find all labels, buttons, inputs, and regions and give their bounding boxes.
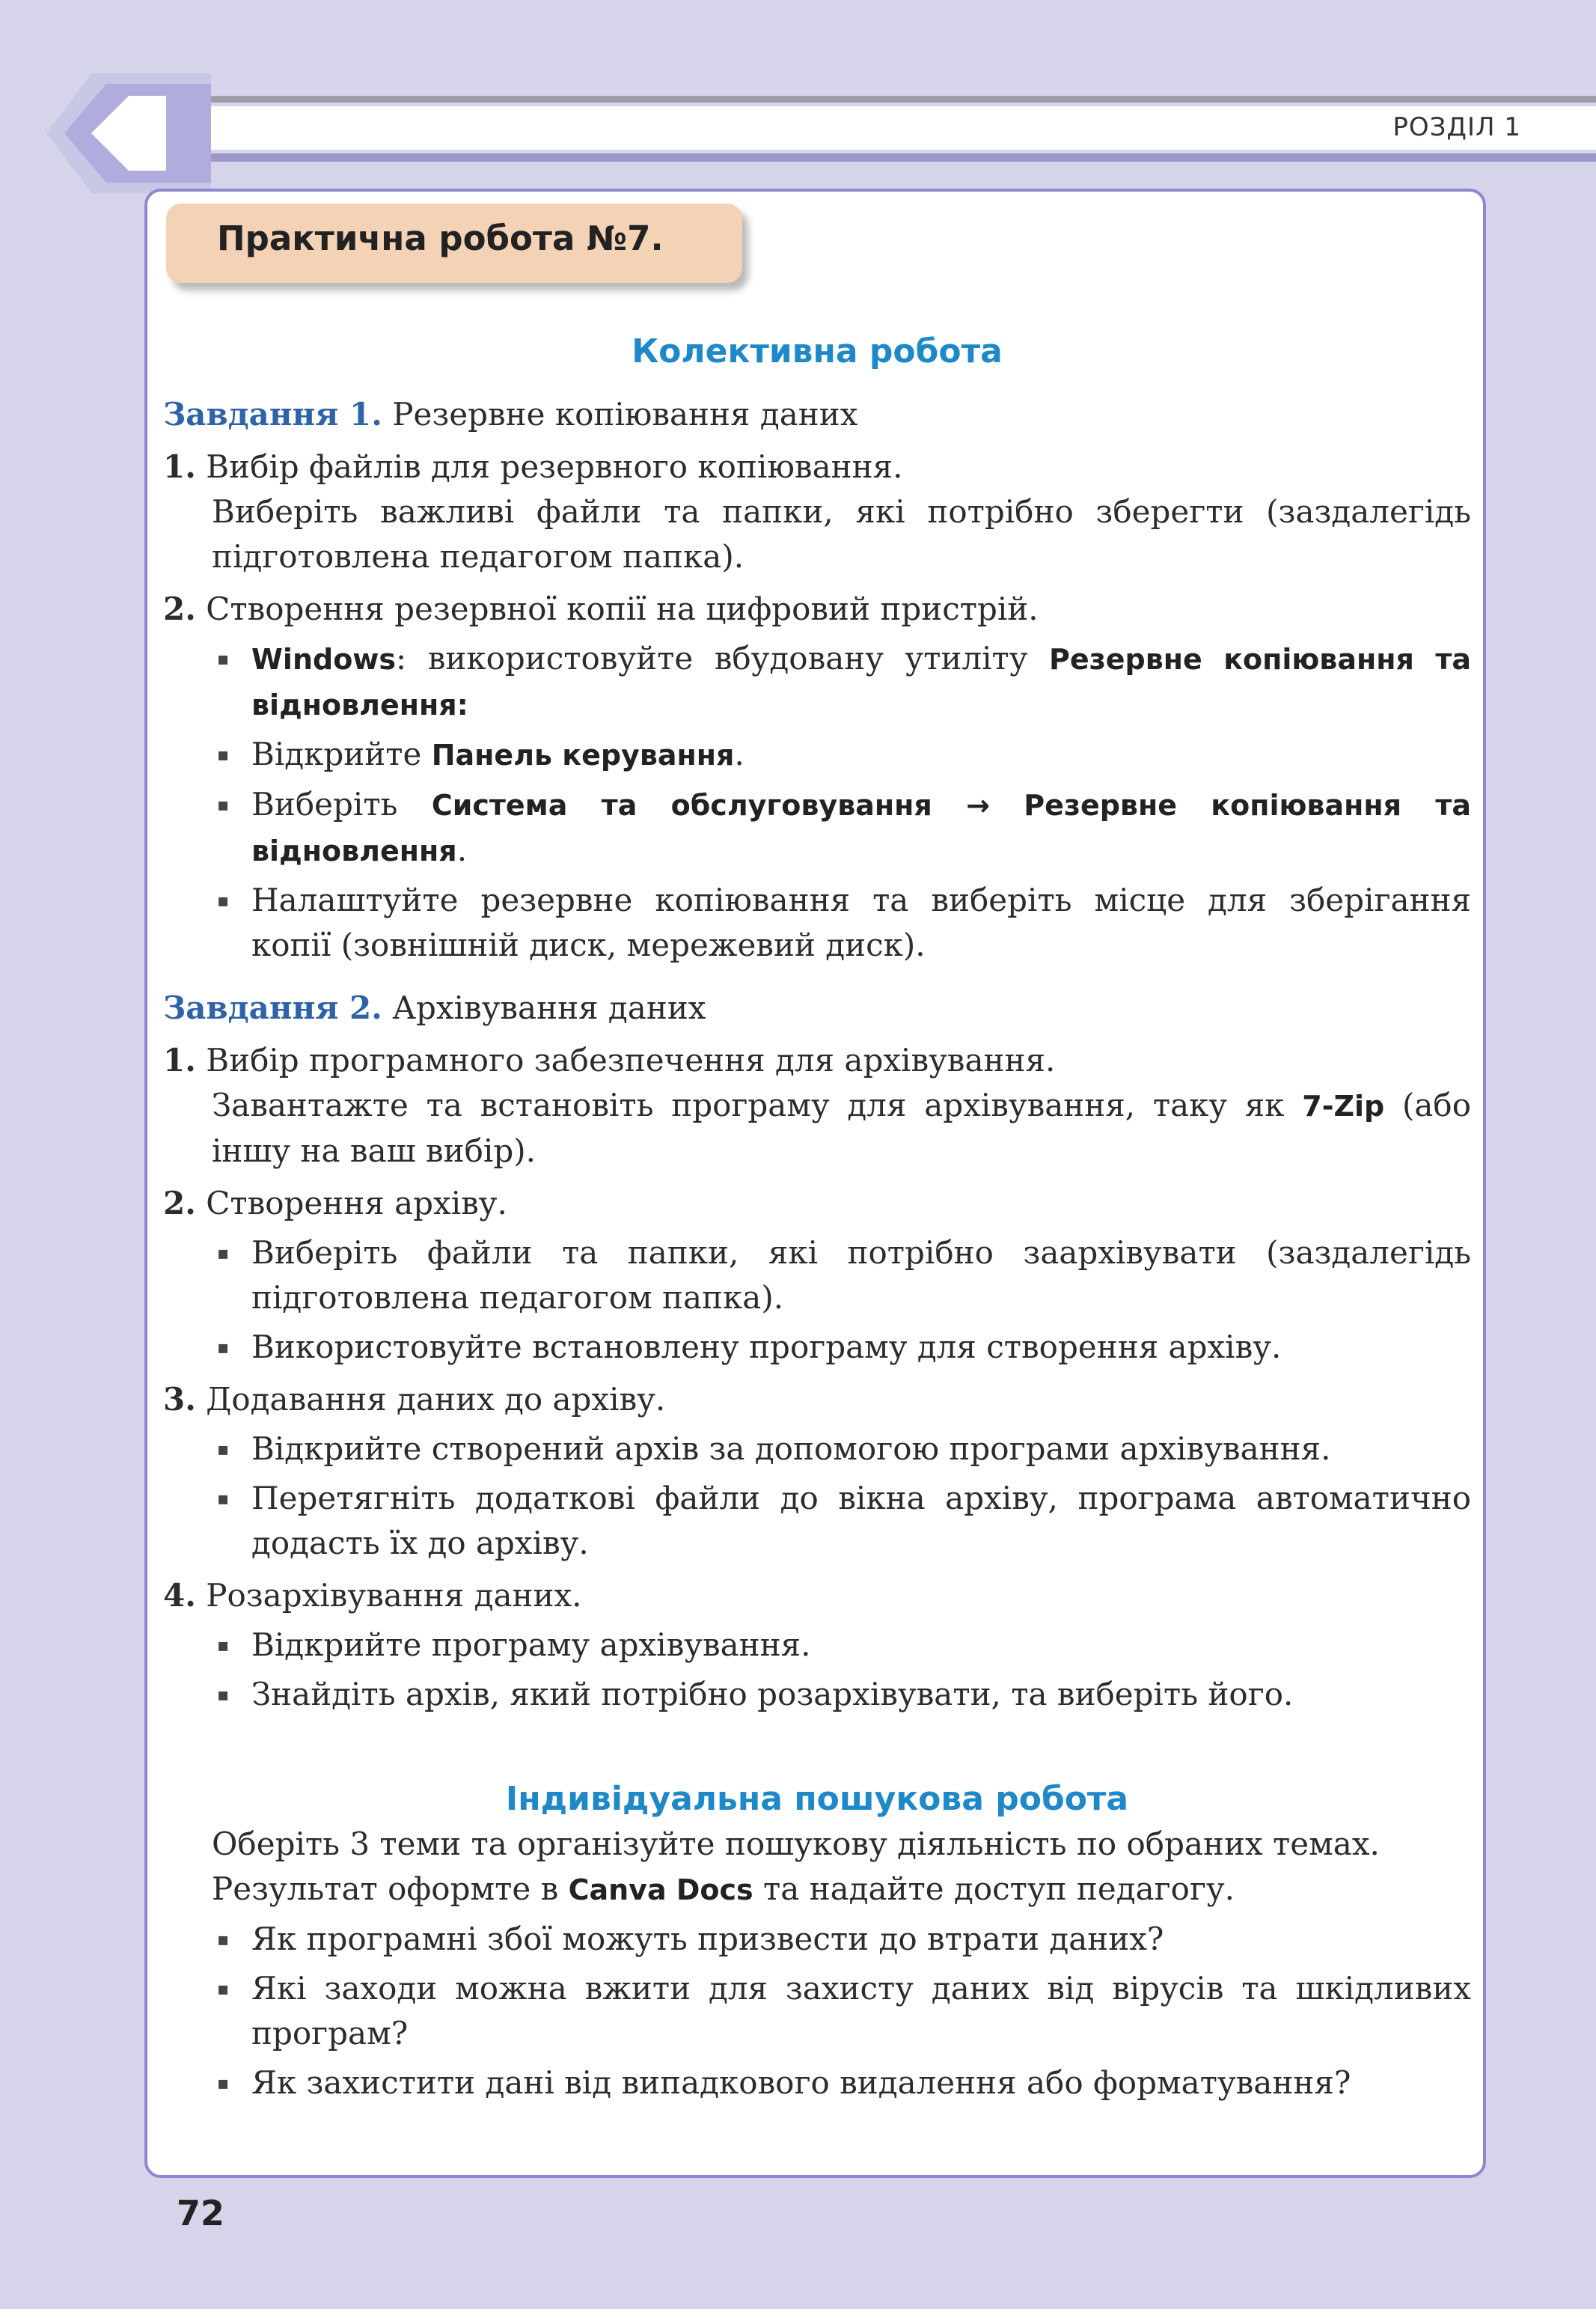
section-label: РОЗДІЛ 1 [1392,112,1521,142]
collective-heading: Колективна робота [632,332,1003,370]
step-title: Вибір програмного забезпечення для архівування. [206,1042,1056,1079]
list-item: ▪ Як програмні збої можуть призвести до втрати даних? [163,1917,1471,1962]
step-number: 2. [163,591,196,627]
back-chevron-icon [46,73,211,193]
step-title: Створення резервної копії на цифровий пристрій. [206,591,1039,627]
task-2-step-4-bullets [163,1623,1471,1717]
task-2-title: Архівування даних [392,989,706,1026]
list-item: ▪ Відкрийте створений архів за допомогою програми архівування. [163,1427,1471,1471]
task-2-step-2-bullets [163,1230,1471,1370]
list-item: ▪ Виберіть файли та папки, які потрібно заархівувати (заздалегідь підготовлена педагогом папка). [163,1230,1471,1320]
task-2 [163,986,1471,1031]
list-item [163,782,1471,873]
step-text-b: (або іншу на ваш вибір). [212,1087,1471,1169]
list-item: ▪ Як захистити дані від випадкового видалення або форматування? [163,2061,1471,2105]
intro-text-b: та надайте доступ педагогу. [753,1870,1235,1907]
bullet-text: : використовуйте вбудовану утиліту [396,640,1050,677]
menu-path: Система та обслуговування → Резервне копіювання та відновлення [251,789,1471,867]
individual-heading: Індивідуальна пошукова робота [505,1780,1129,1818]
header-line-top [150,96,1596,103]
bullet-text: . [456,832,468,868]
list-item [163,636,1471,728]
step-title: Створення архіву. [206,1185,507,1221]
step-text: Виберіть важливі файли та папки, які потрібно зберегти (заздалегідь підготовлена педагогом папка). [212,493,1471,575]
page-title: Практична робота №7. [217,219,664,258]
task-1-label: Завдання 1. [163,396,382,433]
step-number: 3. [163,1381,196,1418]
bullet-text: Виберіть [251,786,432,823]
list-item [163,732,1471,778]
list-item: ▪ Перетягніть додаткові файли до вікна архіву, програма автоматично додасть їх до архіву. [163,1476,1471,1566]
list-item: ▪ Використовуйте встановлену програму для створення архіву. [163,1325,1471,1370]
task-2-step-2 [163,1181,1471,1226]
step-text [163,1083,1471,1174]
task-1-step-1 [163,445,1471,489]
step-text-a: Завантажте та встановіть програму для архівування, таку як [212,1087,1303,1123]
individual-intro-2 [163,1867,1471,1912]
control-panel-label: Панель керування [431,739,735,772]
bullet-text: Відкрийте [251,736,432,772]
task-1 [163,392,1471,437]
step-title: Розархівування даних. [206,1577,582,1614]
list-item: ▪ Налаштуйте резервне копіювання та виберіть місце для зберігання копії (зовнішній диск, мережевий диск). [163,878,1471,968]
task-1-bullets [163,636,1471,968]
utility-name: Резервне копіювання та відновлення: [251,643,1471,722]
header-line-bottom [150,153,1596,162]
task-1-title: Резервне копіювання даних [392,396,858,433]
step-number: 4. [163,1577,196,1614]
step-number: 2. [163,1185,196,1221]
task-2-step-3 [163,1377,1471,1422]
header-bar [112,106,1596,150]
list-item: ▪ Які заходи можна вжити для захисту даних від вірусів та шкідливих програм? [163,1966,1471,2056]
task-2-step-3-bullets [163,1427,1471,1566]
step-number: 1. [163,448,196,485]
step-number: 1. [163,1042,196,1079]
step-title: Додавання даних до архіву. [206,1381,666,1418]
canva-docs-label: Canva Docs [568,1873,753,1906]
list-item: ▪ Знайдіть архів, який потрібно розархівувати, та виберіть його. [163,1672,1471,1717]
zip-label: 7-Zip [1302,1090,1385,1123]
individual-questions [163,1917,1471,2105]
step-title: Вибір файлів для резервного копіювання. [206,448,903,485]
task-2-step-4 [163,1573,1471,1618]
task-2-step-1 [163,1038,1471,1083]
intro-text-a: Результат оформте в [212,1870,569,1907]
task-1-step-2 [163,587,1471,632]
list-item: ▪ Відкрийте програму архівування. [163,1623,1471,1668]
document-body [163,329,1471,2105]
task-2-label: Завдання 2. [163,989,382,1026]
individual-intro-1: Оберіть 3 теми та організуйте пошукову діяльність по обраних темах. [212,1825,1380,1862]
bullet-text: . [734,736,745,772]
windows-label: Windows [251,643,397,676]
page-number: 72 [177,2193,225,2233]
